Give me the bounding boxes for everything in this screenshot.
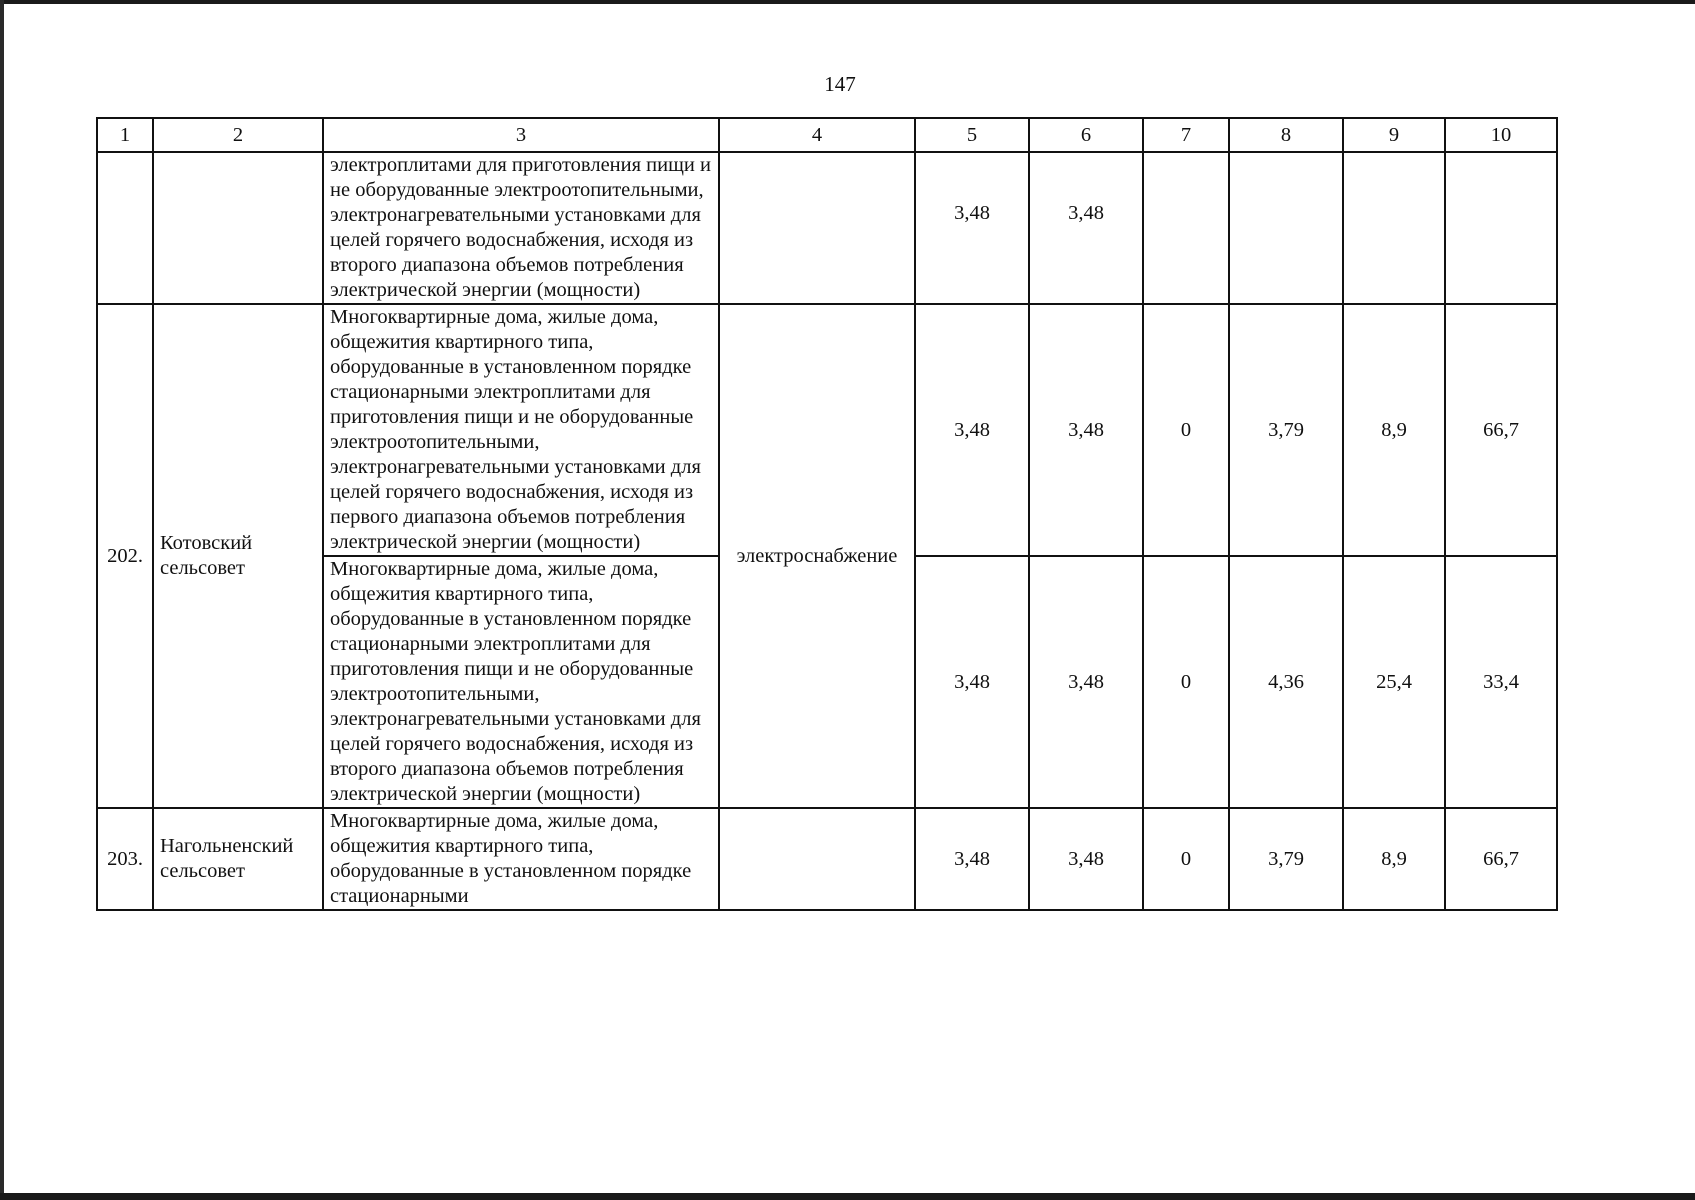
cell-service <box>719 808 915 910</box>
cell-col5: 3,48 <box>915 152 1029 304</box>
column-header-9: 9 <box>1343 118 1445 152</box>
cell-col6: 3,48 <box>1029 304 1143 556</box>
column-header-4: 4 <box>719 118 915 152</box>
cell-index-empty <box>97 152 153 304</box>
cell-col7: 0 <box>1143 808 1229 910</box>
tariff-table <box>96 117 1558 911</box>
cell-service: электроснабжение <box>719 304 915 808</box>
cell-name: Нагольненский сельсовет <box>153 808 323 910</box>
cell-col6: 3,48 <box>1029 556 1143 808</box>
cell-col8: 4,36 <box>1229 556 1343 808</box>
cell-col9: 25,4 <box>1343 556 1445 808</box>
column-header-8: 8 <box>1229 118 1343 152</box>
scan-border-left <box>0 0 4 1200</box>
column-header-1: 1 <box>97 118 153 152</box>
column-header-10: 10 <box>1445 118 1557 152</box>
cell-col9: 8,9 <box>1343 808 1445 910</box>
column-header-5: 5 <box>915 118 1029 152</box>
cell-col10: 66,7 <box>1445 304 1557 556</box>
cell-index: 202. <box>97 304 153 808</box>
column-header-2: 2 <box>153 118 323 152</box>
cell-description: Многоквартирные дома, жилые дома, общежития квартирного типа, оборудованные в установленном порядке стационарными электроплитами для приготовления пищи и не оборудованные электроотопительными, электронагревательными установками для целей горячего водоснабжения, исходя из первого диапазона объемов потребления электрической энергии (мощности) <box>323 304 719 556</box>
cell-col10 <box>1445 152 1557 304</box>
cell-name: Котовский сельсовет <box>153 304 323 808</box>
table-row-continued <box>97 152 1557 304</box>
cell-service-empty <box>719 152 915 304</box>
cell-col7: 0 <box>1143 304 1229 556</box>
cell-description: Многоквартирные дома, жилые дома, общежития квартирного типа, оборудованные в установленном порядке стационарными <box>323 808 719 910</box>
cell-col9 <box>1343 152 1445 304</box>
cell-col7: 0 <box>1143 556 1229 808</box>
page-number: 147 <box>824 72 856 96</box>
cell-col10: 33,4 <box>1445 556 1557 808</box>
cell-col9: 8,9 <box>1343 304 1445 556</box>
cell-col6: 3,48 <box>1029 152 1143 304</box>
column-header-6: 6 <box>1029 118 1143 152</box>
cell-col6: 3,48 <box>1029 808 1143 910</box>
cell-col5: 3,48 <box>915 556 1029 808</box>
scan-border-top <box>0 0 1695 4</box>
cell-col5: 3,48 <box>915 808 1029 910</box>
cell-col8: 3,79 <box>1229 808 1343 910</box>
table-header-row <box>97 118 1557 152</box>
cell-col5: 3,48 <box>915 304 1029 556</box>
cell-description: электроплитами для приготовления пищи и не оборудованные электроотопительными, электронагревательными установками для целей горячего водоснабжения, исходя из второго диапазона объемов потребления электрической энергии (мощности) <box>323 152 719 304</box>
cell-col8 <box>1229 152 1343 304</box>
cell-col8: 3,79 <box>1229 304 1343 556</box>
table-row-203 <box>97 808 1557 910</box>
column-header-7: 7 <box>1143 118 1229 152</box>
cell-name-empty <box>153 152 323 304</box>
cell-col10: 66,7 <box>1445 808 1557 910</box>
table-row-202a <box>97 304 1557 556</box>
scan-border-bottom <box>0 1193 1695 1200</box>
cell-col7 <box>1143 152 1229 304</box>
column-header-3: 3 <box>323 118 719 152</box>
cell-index: 203. <box>97 808 153 910</box>
cell-description: Многоквартирные дома, жилые дома, общежития квартирного типа, оборудованные в установленном порядке стационарными электроплитами для приготовления пищи и не оборудованные электроотопительными, электронагревательными установками для целей горячего водоснабжения, исходя из второго диапазона объемов потребления электрической энергии (мощности) <box>323 556 719 808</box>
